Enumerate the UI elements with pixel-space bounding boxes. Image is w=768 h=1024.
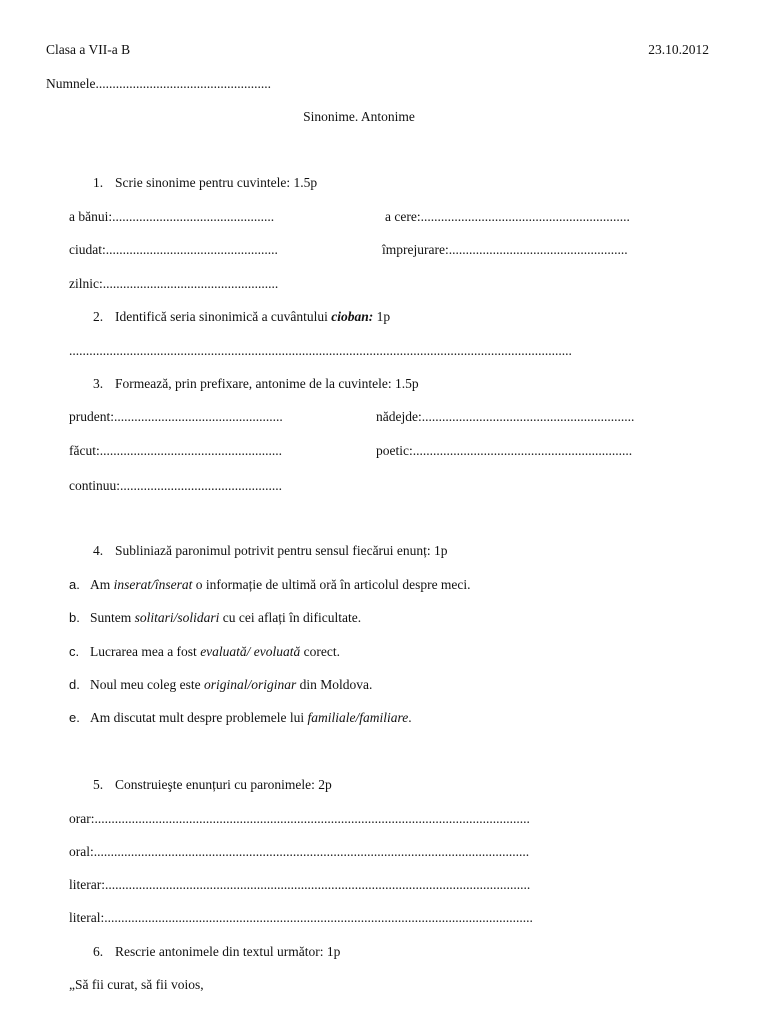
item-letter: e.	[69, 710, 80, 725]
answer-line[interactable]: ciudat:...................................................	[69, 242, 278, 257]
question-number: 2.	[93, 309, 104, 324]
question-number: 3.	[93, 376, 104, 391]
quote-text: „Să fii curat, să fii voios,	[69, 977, 204, 992]
question-number: 1.	[93, 175, 104, 190]
item-letter: d.	[69, 677, 80, 692]
list-item	[69, 644, 340, 660]
item-text: Am discutat mult despre problemele lui	[90, 710, 308, 725]
question-4	[93, 543, 448, 559]
question-1	[93, 175, 317, 191]
question-3	[93, 376, 419, 392]
question-6	[93, 944, 340, 960]
paronym-pair[interactable]: familiale/familiare	[307, 710, 409, 725]
class-label: Clasa a VII-a B	[46, 42, 131, 57]
item-letter: c.	[69, 644, 80, 659]
item-text: din Moldova.	[296, 677, 373, 692]
question-number: 4.	[93, 543, 104, 558]
answer-line[interactable]: a bănui:................................................	[69, 209, 275, 224]
answer-line[interactable]: nădejde:...............................................................	[376, 409, 635, 424]
question-text: Identifică seria sinonimică a cuvântului	[115, 309, 332, 324]
paronym-pair[interactable]: inserat/înserat	[113, 577, 193, 592]
answer-line[interactable]: împrejurare:.....................................................	[382, 242, 628, 257]
item-text: corect.	[300, 644, 341, 659]
question-2	[93, 309, 390, 325]
answer-line[interactable]: orar:.................................................................................................................................	[69, 811, 530, 826]
answer-line[interactable]: a cere:..............................................................	[385, 209, 630, 224]
paronym-pair[interactable]: original/originar	[203, 677, 297, 692]
list-item	[69, 710, 412, 726]
item-text: .	[408, 710, 412, 725]
answer-line[interactable]: literal:...............................................................................................................................	[69, 910, 533, 925]
answer-line[interactable]: zilnic:....................................................	[69, 276, 279, 291]
list-item	[69, 610, 361, 626]
answer-line[interactable]: literar:..............................................................................................................................	[69, 877, 531, 892]
question-number: 6.	[93, 944, 104, 959]
answer-line[interactable]: .....................................................................................................................................................	[69, 343, 572, 358]
question-text: Scrie sinonime pentru cuvintele: 1.5p	[115, 175, 318, 190]
question-text: Subliniază paronimul potrivit pentru sensul fiecărui enunț: 1p	[115, 543, 448, 558]
date: 23.10.2012	[648, 42, 709, 57]
item-text: Lucrarea mea a fost	[90, 644, 201, 659]
answer-line[interactable]: continuu:................................................	[69, 478, 282, 493]
page-title: Sinonime. Antonime	[303, 109, 415, 124]
question-number: 5.	[93, 777, 104, 792]
question-text: Formează, prin prefixare, antonime de la cuvintele: 1.5p	[115, 376, 419, 391]
item-text: Suntem	[90, 610, 135, 625]
key-word: cioban:	[331, 309, 374, 324]
name-field[interactable]: Numnele....................................................	[46, 76, 271, 91]
answer-line[interactable]: oral:.................................................................................................................................	[69, 844, 530, 859]
question-points: 1p	[373, 309, 391, 324]
paronym-pair[interactable]: solitari/solidari	[134, 610, 220, 625]
answer-line[interactable]: prudent:..................................................	[69, 409, 283, 424]
question-text: Construieşte enunțuri cu paronimele: 2p	[115, 777, 332, 792]
item-text: Am	[90, 577, 114, 592]
list-item	[69, 577, 471, 593]
paronym-pair[interactable]: evaluată/ evoluată	[200, 644, 301, 659]
question-text: Rescrie antonimele din textul următor: 1p	[115, 944, 341, 959]
question-5	[93, 777, 332, 793]
item-letter: b.	[69, 610, 80, 625]
item-text: cu cei aflați în dificultate.	[219, 610, 362, 625]
answer-line[interactable]: făcut:......................................................	[69, 443, 282, 458]
answer-line[interactable]: poetic:.................................................................	[376, 443, 633, 458]
list-item	[69, 677, 372, 693]
item-letter: a.	[69, 577, 80, 592]
item-text: Noul meu coleg este	[90, 677, 204, 692]
item-text: o informație de ultimă oră în articolul despre meci.	[192, 577, 471, 592]
